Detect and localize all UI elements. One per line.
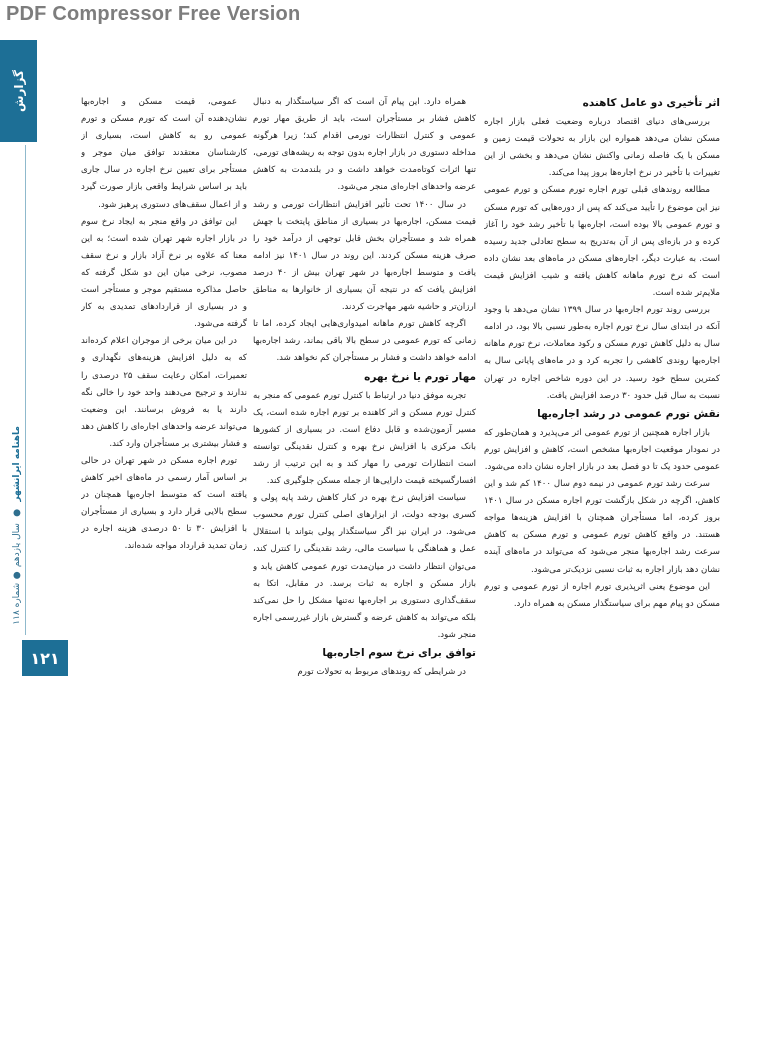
section-heading: مهار تورم یا نرخ بهره	[364, 370, 476, 383]
left-column	[81, 94, 247, 749]
paragraph: بررسی روند تورم اجاره‌بها در سال ۱۳۹۹ نشان می‌دهد با وجود آنکه در ابتدای سال نرخ تورم اجاره به‌طور نسبی بالا بود، در ادامه سال به دلیل کاهش تورم مسکن و رکود معاملات، نرخ تورم ماهانه اجاره‌بها روندی کاهشی را تجربه کرد و در ماه‌های پایانی سال به کمترین سطح خود رسید. در این دوره شاخص اجاره در تهران نسبت به سال قبل حدود ۳۰ درصد افزایش یافت.	[484, 305, 720, 401]
paragraph: بازار اجاره همچنین از تورم عمومی اثر می‌پذیرد و همان‌طور که در نمودار موقعیت اجاره‌بها مشخص است، کاهش و افزایش تورم عمومی حدود یک تا دو فصل بعد در بازار اجاره نشان داده می‌شود.	[484, 427, 720, 472]
section-heading: توافق برای نرخ سوم اجاره‌بها	[322, 647, 476, 659]
right-column	[484, 94, 720, 1039]
paragraph: در شرایطی که روندهای مربوط به تحولات تورم	[297, 667, 466, 678]
paragraph: در سال ۱۴۰۰ تحت تأثیر افزایش انتظارات تورمی و رشد قیمت مسکن، اجاره‌بها در بسیاری از مناطق پایتخت با جهش همراه شد و مستأجران بخش قابل توجهی از درآمد خود را صرف هزینه مسکن کردند. این روند در سال ۱۴۰۱ نیز ادامه یافت و متوسط اجاره‌بها در شهر تهران بیش از ۴۰ درصد افزایش یافت که در نتیجه آن بسیاری از خانوارها به مناطق ارزان‌تر و حاشیه شهر مهاجرت کردند.	[253, 199, 476, 313]
issue-info: سال یازدهم ● شماره ۱۱۸	[12, 522, 22, 625]
middle-column	[253, 94, 476, 1039]
paragraph: این توافق در واقع منجر به ایجاد نرخ سوم در بازار اجاره شهر تهران شده است؛ به این معنا که علاوه بر نرخ آزاد بازار و نرخ سقف مصوب، نرخی میان این دو شکل گرفته که حاصل مذاکره مستقیم موجر و مستأجر است و در بسیاری از قراردادهای تمدیدی به کار گرفته می‌شود.	[81, 216, 247, 330]
section-tab-label: گزارش	[11, 69, 26, 113]
paragraph: مطالعه روندهای قبلی تورم اجاره تورم مسکن و تورم عمومی نیز این موضوع را تأیید می‌کند که پس از دوره‌هایی که تورم مسکن و تورم عمومی بالا بوده است، اجاره‌بها با تأخیر رشد خود را آغاز کرده و در بازه‌ای پس از آن به‌تدریج به سطح تعادلی جدید رسیده است. به عبارت دیگر، اجاره‌های مسکن در ماه‌های بعد نشان داده است که نرخ تورم ماهانه کاهش یافته و شیب افزایش قیمت ملایم‌تر شده است.	[484, 185, 720, 299]
section-heading: نقش تورم عمومی در رشد اجاره‌بها	[537, 407, 720, 420]
paragraph: در این میان برخی از موجران اعلام کرده‌اند که به دلیل افزایش هزینه‌های نگهداری و تعمیرات، امکان رعایت سقف ۲۵ درصدی را ندارند و ترجیح می‌دهند واحد خود را خالی نگه دارند یا به فروش برسانند. این وضعیت می‌تواند عرضه واحدهای اجاره‌ای را کاهش دهد و فشار بیشتری بر مستأجران وارد کند.	[81, 336, 247, 449]
spine-label: ماهنامه ایرانشهر ● سال یازدهم ● شماره ۱۱۸	[12, 425, 22, 625]
paragraph: این موضوع یعنی اثرپذیری تورم اجاره از تورم عمومی و تورم مسکن دو پیام مهم برای سیاستگذار مسکن به همراه دارد.	[484, 581, 720, 609]
page-number: ۱۲۱	[22, 640, 68, 676]
paragraph: اگرچه کاهش تورم ماهانه امیدواری‌هایی ایجاد کرده، اما تا زمانی که تورم عمومی در سطح بالا باقی بماند، رشد اجاره‌بها ادامه خواهد داشت و فشار بر مستأجران کم نخواهد شد.	[253, 319, 476, 364]
magazine-name: ماهنامه ایرانشهر	[12, 425, 22, 502]
paragraph: عمومی، قیمت مسکن و اجاره‌بها نشان‌دهنده آن است که تورم مسکن و تورم عمومی رو به کاهش است، بسیاری از کارشناسان معتقدند توافق میان موجر و مستأجر برای تعیین نرخ اجاره در سال جاری باید بر اساس شرایط واقعی بازار صورت گیرد و از اعمال سقف‌های دستوری پرهیز شود.	[81, 97, 247, 210]
paragraph: سیاست افزایش نرخ بهره در کنار کاهش رشد پایه پولی و کسری بودجه دولت، از ابزارهای اصلی کنترل تورم محسوب می‌شود. در ایران نیز اگر سیاستگذار پولی بتواند با استقلال عمل و هماهنگی با سیاست مالی، رشد نقدینگی را کنترل کند، می‌توان انتظار داشت در میان‌مدت تورم عمومی کاهش یابد و بازار مسکن و اجاره به ثبات برسد. در مقابل، اتکا به سقف‌گذاری دستوری بر اجاره‌بها نه‌تنها مشکل را حل نمی‌کند بلکه می‌تواند به کاهش عرضه و گسترش بازار غیررسمی اجاره منجر شود.	[253, 493, 476, 640]
paragraph: بررسی‌های دنیای اقتصاد درباره وضعیت فعلی بازار اجاره مسکن نشان می‌دهد همواره این بازار به تحولات قیمت زمین و مسکن با یک فاصله زمانی واکنش نشان می‌دهد و بخشی از این تغییرات با تأخیر در نرخ اجاره‌ها بروز پیدا می‌کند.	[484, 117, 720, 179]
paragraph: سرعت رشد تورم عمومی در نیمه دوم سال ۱۴۰۰ کم شد و این کاهش، اگرچه در شکل بازگشت تورم اجاره مسکن در سال ۱۴۰۱ بروز کرده، اما مستأجران همچنان با افزایش هزینه‌ها مواجه هستند. در واقع کاهش تورم عمومی و تورم مسکن به کاهش سرعت رشد اجاره‌بها منجر می‌شود که می‌تواند در ماه‌های آینده نشان دهد بازار اجاره به ثبات نسبی نزدیک‌تر می‌شود.	[484, 479, 720, 575]
paragraph: همراه دارد. این پیام آن است که اگر سیاستگذار به دنبال کاهش فشار بر مستأجران است، باید از طریق مهار تورم عمومی و کنترل انتظارات تورمی اقدام کند؛ زیرا هرگونه مداخله دستوری در بازار اجاره بدون توجه به ریشه‌های تورمی، تنها اثرات کوتاه‌مدت خواهد داشت و در بلندمدت به کاهش عرضه واحدهای اجاره‌ای منجر می‌شود.	[253, 97, 476, 193]
pdf-watermark: PDF Compressor Free Version	[6, 3, 301, 25]
section-tab	[0, 40, 37, 142]
paragraph: تورم اجاره مسکن در شهر تهران در حالی بر اساس آمار رسمی در ماه‌های اخیر کاهش یافته است که متوسط اجاره‌بها همچنان در سطح بالایی قرار دارد و بسیاری از مستأجران با افزایش ۳۰ تا ۵۰ درصدی هزینه اجاره در زمان تمدید قرارداد مواجه شده‌اند.	[81, 455, 247, 552]
paragraph: تجربه موفق دنیا در ارتباط با کنترل تورم عمومی که منجر به کنترل تورم مسکن و اثر کاهنده بر تورم اجاره شده است، یک مسیر آزمون‌شده و قابل دفاع است. در بسیاری از کشورها بانک مرکزی با افزایش نرخ بهره و کنترل نقدینگی توانسته است انتظارات تورمی را مهار کند و به این ترتیب از رشد افسارگسیخته قیمت دارایی‌ها از جمله مسکن جلوگیری کند.	[253, 390, 476, 487]
section-heading: اثر تأخیری دو عامل کاهنده	[582, 97, 720, 109]
